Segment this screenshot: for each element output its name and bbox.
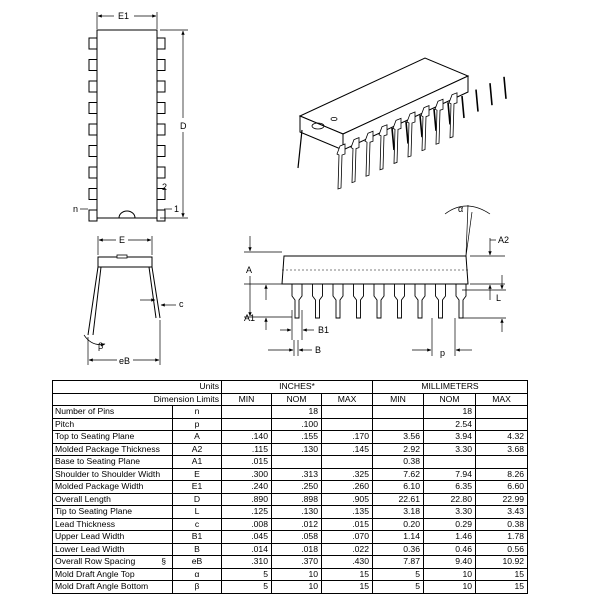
- isometric-back-leg: [504, 77, 506, 99]
- top-view-pin: [89, 210, 97, 221]
- cell-mm-nom: 3.30: [424, 443, 476, 456]
- isometric-back-leg: [420, 115, 422, 137]
- cell-symbol: A1: [173, 456, 222, 469]
- inches-max-header: MAX: [322, 393, 373, 406]
- row-label: Top to Seating Plane: [55, 431, 135, 442]
- cell-mm-max: 10.92: [476, 556, 528, 569]
- cell-mm-max: 3.43: [476, 506, 528, 519]
- beta-label: β: [98, 341, 104, 351]
- end-view-right-lead: [152, 267, 160, 318]
- eb-dim-label: eB: [119, 356, 131, 366]
- cell-mm-max: 8.26: [476, 468, 528, 481]
- cell-mm-min: 0.38: [373, 456, 424, 469]
- isometric-front-leg: [351, 138, 359, 183]
- cell-mm-min: 0.36: [373, 543, 424, 556]
- cell-mm-max: 0.56: [476, 543, 528, 556]
- table-row: [53, 581, 528, 594]
- cell-mm-max: [476, 456, 528, 469]
- table-row: [53, 531, 528, 544]
- side-view-leg: [436, 284, 446, 318]
- dimensions-table: [52, 380, 528, 594]
- table-row: [53, 406, 528, 419]
- b-dim-label: B: [315, 345, 322, 355]
- cell-name: [53, 506, 173, 519]
- cell-inches-max: [322, 456, 373, 469]
- cell-inches-nom: .100: [272, 418, 322, 431]
- isometric-back-leg: [462, 96, 464, 118]
- cell-inches-nom: .012: [272, 518, 322, 531]
- side-view: [244, 204, 509, 358]
- row-label: Tip to Seating Plane: [55, 506, 133, 517]
- cell-symbol: L: [173, 506, 222, 519]
- cell-inches-min: .045: [222, 531, 272, 544]
- cell-inches-min: .300: [222, 468, 272, 481]
- cell-name: [53, 518, 173, 531]
- table-header-limits-row: [53, 393, 528, 406]
- cell-mm-nom: 2.54: [424, 418, 476, 431]
- pin-1-label: 1: [174, 204, 180, 214]
- cell-inches-min: .140: [222, 431, 272, 444]
- row-label: Mold Draft Angle Top: [55, 568, 135, 579]
- top-view-pin: [157, 38, 165, 49]
- cell-mm-max: [476, 418, 528, 431]
- c-dim-label: c: [179, 299, 184, 309]
- table-row: [53, 493, 528, 506]
- cell-inches-nom: .313: [272, 468, 322, 481]
- cell-name: [53, 481, 173, 494]
- isometric-back-leg: [392, 128, 394, 150]
- cell-inches-max: .145: [322, 443, 373, 456]
- isometric-front-leg: [435, 99, 443, 144]
- cell-inches-min: .310: [222, 556, 272, 569]
- row-label: Shoulder to Shoulder Width: [55, 468, 161, 479]
- cell-mm-max: 0.38: [476, 518, 528, 531]
- cell-symbol: B: [173, 543, 222, 556]
- side-view-leg: [292, 284, 302, 318]
- top-view: [73, 11, 188, 221]
- cell-symbol: D: [173, 493, 222, 506]
- row-label: Lower Lead Width: [55, 543, 125, 554]
- cell-mm-nom: 6.35: [424, 481, 476, 494]
- cell-mm-min: 5: [373, 581, 424, 594]
- top-view-pin: [157, 210, 165, 221]
- cell-inches-max: [322, 406, 373, 419]
- cell-mm-nom: 18: [424, 406, 476, 419]
- cell-symbol: n: [173, 406, 222, 419]
- cell-name: [53, 431, 173, 444]
- isometric-back-leg: [490, 83, 492, 105]
- cell-inches-max: .325: [322, 468, 373, 481]
- side-view-leg: [313, 284, 323, 318]
- cell-symbol: β: [173, 581, 222, 594]
- isometric-front-leg: [379, 125, 387, 170]
- cell-inches-min: .008: [222, 518, 272, 531]
- cell-mm-nom: 9.40: [424, 556, 476, 569]
- cell-mm-max: 22.99: [476, 493, 528, 506]
- cell-mm-nom: 0.46: [424, 543, 476, 556]
- cell-inches-nom: 10: [272, 581, 322, 594]
- cell-inches-min: .014: [222, 543, 272, 556]
- table-row: [53, 543, 528, 556]
- cell-inches-max: .015: [322, 518, 373, 531]
- row-label: Molded Package Width: [55, 481, 144, 492]
- cell-inches-nom: 18: [272, 406, 322, 419]
- isometric-end-leg: [298, 130, 302, 168]
- side-view-leg: [395, 284, 405, 318]
- side-view-leg: [354, 284, 364, 318]
- cell-inches-max: .905: [322, 493, 373, 506]
- cell-inches-min: .015: [222, 456, 272, 469]
- table-row: [53, 506, 528, 519]
- top-view-left-pins: [89, 38, 97, 221]
- cell-inches-min: .890: [222, 493, 272, 506]
- isometric-front-leg: [337, 144, 345, 189]
- cell-inches-max: .070: [322, 531, 373, 544]
- cell-mm-max: 1.78: [476, 531, 528, 544]
- row-label: Molded Package Thickness: [55, 443, 160, 454]
- cell-mm-min: 3.56: [373, 431, 424, 444]
- side-view-leg: [456, 284, 466, 318]
- cell-inches-min: [222, 418, 272, 431]
- row-note: §: [161, 556, 166, 567]
- cell-inches-nom: [272, 456, 322, 469]
- cell-symbol: E: [173, 468, 222, 481]
- row-label: Lead Thickness: [55, 518, 116, 529]
- cell-mm-min: 6.10: [373, 481, 424, 494]
- a1-dim-label: A1: [244, 313, 256, 323]
- l-dim-label: L: [496, 293, 502, 303]
- a-dim-label: A: [246, 265, 253, 275]
- cell-mm-max: 3.68: [476, 443, 528, 456]
- cell-mm-min: 22.61: [373, 493, 424, 506]
- cell-inches-min: [222, 406, 272, 419]
- cell-symbol: c: [173, 518, 222, 531]
- cell-inches-min: .240: [222, 481, 272, 494]
- cell-inches-max: .022: [322, 543, 373, 556]
- cell-mm-max: 15: [476, 581, 528, 594]
- cell-mm-max: [476, 406, 528, 419]
- end-view: [84, 235, 184, 366]
- cell-symbol: B1: [173, 531, 222, 544]
- cell-inches-min: .115: [222, 443, 272, 456]
- row-label: Overall Length: [55, 493, 111, 504]
- isometric-front-leg: [393, 118, 401, 163]
- cell-symbol: eB: [173, 556, 222, 569]
- isometric-back-leg: [406, 122, 408, 144]
- cell-name: [53, 581, 173, 594]
- p-dim-label: p: [440, 348, 446, 358]
- table-row: [53, 456, 528, 469]
- d-dim-label: D: [180, 121, 187, 131]
- cell-mm-nom: 3.30: [424, 506, 476, 519]
- inches-min-header: MIN: [222, 393, 272, 406]
- cell-inches-nom: .370: [272, 556, 322, 569]
- cell-name: [53, 556, 173, 569]
- isometric-front-leg: [449, 93, 457, 138]
- top-view-pin: [157, 60, 165, 71]
- table-row: [53, 418, 528, 431]
- side-view-leg: [333, 284, 343, 318]
- cell-name: [53, 493, 173, 506]
- alpha-label: α: [458, 204, 464, 214]
- cell-name: [53, 456, 173, 469]
- table-row: [53, 568, 528, 581]
- cell-symbol: E1: [173, 481, 222, 494]
- cell-mm-nom: 3.94: [424, 431, 476, 444]
- cell-inches-max: .170: [322, 431, 373, 444]
- cell-mm-nom: 7.94: [424, 468, 476, 481]
- isometric-front-leg: [365, 131, 373, 176]
- cell-name: [53, 406, 173, 419]
- cell-inches-nom: .130: [272, 506, 322, 519]
- cell-name: [53, 568, 173, 581]
- cell-mm-min: 2.92: [373, 443, 424, 456]
- cell-mm-max: 6.60: [476, 481, 528, 494]
- cell-inches-max: [322, 418, 373, 431]
- cell-inches-nom: .058: [272, 531, 322, 544]
- cell-inches-min: 5: [222, 581, 272, 594]
- isometric-view: [298, 58, 506, 189]
- top-view-pin: [89, 167, 97, 178]
- cell-mm-nom: [424, 456, 476, 469]
- top-view-pin: [89, 60, 97, 71]
- side-view-leg: [374, 284, 384, 318]
- top-view-pin: [157, 81, 165, 92]
- cell-inches-max: 15: [322, 568, 373, 581]
- table-row: [53, 556, 528, 569]
- table-row: [53, 431, 528, 444]
- cell-mm-max: 15: [476, 568, 528, 581]
- top-view-body: [97, 30, 157, 218]
- inches-nom-header: NOM: [272, 393, 322, 406]
- cell-name: [53, 531, 173, 544]
- cell-inches-nom: .130: [272, 443, 322, 456]
- cell-mm-min: 5: [373, 568, 424, 581]
- row-label: Base to Seating Plane: [55, 456, 141, 467]
- cell-mm-min: [373, 418, 424, 431]
- cell-mm-nom: 10: [424, 568, 476, 581]
- cell-symbol: α: [173, 568, 222, 581]
- cell-inches-nom: .155: [272, 431, 322, 444]
- cell-mm-min: 0.20: [373, 518, 424, 531]
- dimension-limits-label: Dimension Limits: [53, 393, 222, 406]
- table-row: [53, 518, 528, 531]
- a2-dim-label: A2: [498, 235, 510, 245]
- cell-symbol: A2: [173, 443, 222, 456]
- cell-name: [53, 418, 173, 431]
- mm-label: MILLIMETERS: [373, 381, 528, 394]
- table-row: [53, 481, 528, 494]
- side-view-legs: [292, 284, 466, 318]
- cell-mm-nom: 22.80: [424, 493, 476, 506]
- cell-name: [53, 443, 173, 456]
- top-view-pin: [157, 146, 165, 157]
- cell-inches-min: .125: [222, 506, 272, 519]
- cell-mm-min: 3.18: [373, 506, 424, 519]
- isometric-front-leg: [407, 112, 415, 157]
- top-view-pin: [89, 103, 97, 114]
- cell-inches-nom: .018: [272, 543, 322, 556]
- cell-inches-nom: .250: [272, 481, 322, 494]
- mm-max-header: MAX: [476, 393, 528, 406]
- row-label: Number of Pins: [55, 406, 115, 417]
- top-view-pin: [89, 38, 97, 49]
- cell-mm-min: 7.87: [373, 556, 424, 569]
- cell-mm-nom: 1.46: [424, 531, 476, 544]
- cell-mm-min: 1.14: [373, 531, 424, 544]
- isometric-back-leg: [448, 102, 450, 124]
- e-dim-label: E: [119, 235, 126, 245]
- isometric-front-leg: [421, 106, 429, 151]
- cell-inches-max: .430: [322, 556, 373, 569]
- cell-inches-max: 15: [322, 581, 373, 594]
- top-view-pin: [89, 124, 97, 135]
- cell-inches-max: .135: [322, 506, 373, 519]
- table-row: [53, 443, 528, 456]
- row-label: Pitch: [55, 418, 75, 429]
- table-row: [53, 468, 528, 481]
- pin-2-label: 2: [162, 182, 168, 192]
- cell-mm-nom: 0.29: [424, 518, 476, 531]
- cell-inches-min: 5: [222, 568, 272, 581]
- isometric-back-leg: [476, 90, 478, 112]
- e1-top-label: E1: [118, 11, 130, 21]
- cell-mm-min: 7.62: [373, 468, 424, 481]
- cell-mm-max: 4.32: [476, 431, 528, 444]
- row-label: Overall Row Spacing: [55, 556, 136, 567]
- pin-n-label: n: [73, 204, 79, 214]
- b1-dim-label: B1: [318, 325, 330, 335]
- row-label: Mold Draft Angle Bottom: [55, 581, 149, 592]
- top-view-right-pins: [157, 38, 168, 221]
- top-view-pin: [89, 189, 97, 200]
- top-view-pin: [157, 103, 165, 114]
- cell-mm-min: [373, 406, 424, 419]
- top-view-pin: [89, 146, 97, 157]
- cell-name: [53, 468, 173, 481]
- row-label: Upper Lead Width: [55, 531, 125, 542]
- cell-symbol: p: [173, 418, 222, 431]
- top-view-pin: [89, 81, 97, 92]
- end-view-body: [98, 257, 152, 267]
- cell-inches-max: .260: [322, 481, 373, 494]
- table-header-units-row: [53, 381, 528, 394]
- isometric-back-leg: [434, 109, 436, 131]
- mm-min-header: MIN: [373, 393, 424, 406]
- cell-mm-nom: 10: [424, 581, 476, 594]
- inches-label: INCHES*: [222, 381, 373, 394]
- cell-symbol: A: [173, 431, 222, 444]
- mm-nom-header: NOM: [424, 393, 476, 406]
- top-view-pin: [157, 124, 165, 135]
- side-view-leg: [415, 284, 425, 318]
- cell-inches-nom: 10: [272, 568, 322, 581]
- cell-name: [53, 543, 173, 556]
- cell-inches-nom: .898: [272, 493, 322, 506]
- units-label: Units: [53, 381, 222, 394]
- top-view-pin: [157, 167, 165, 178]
